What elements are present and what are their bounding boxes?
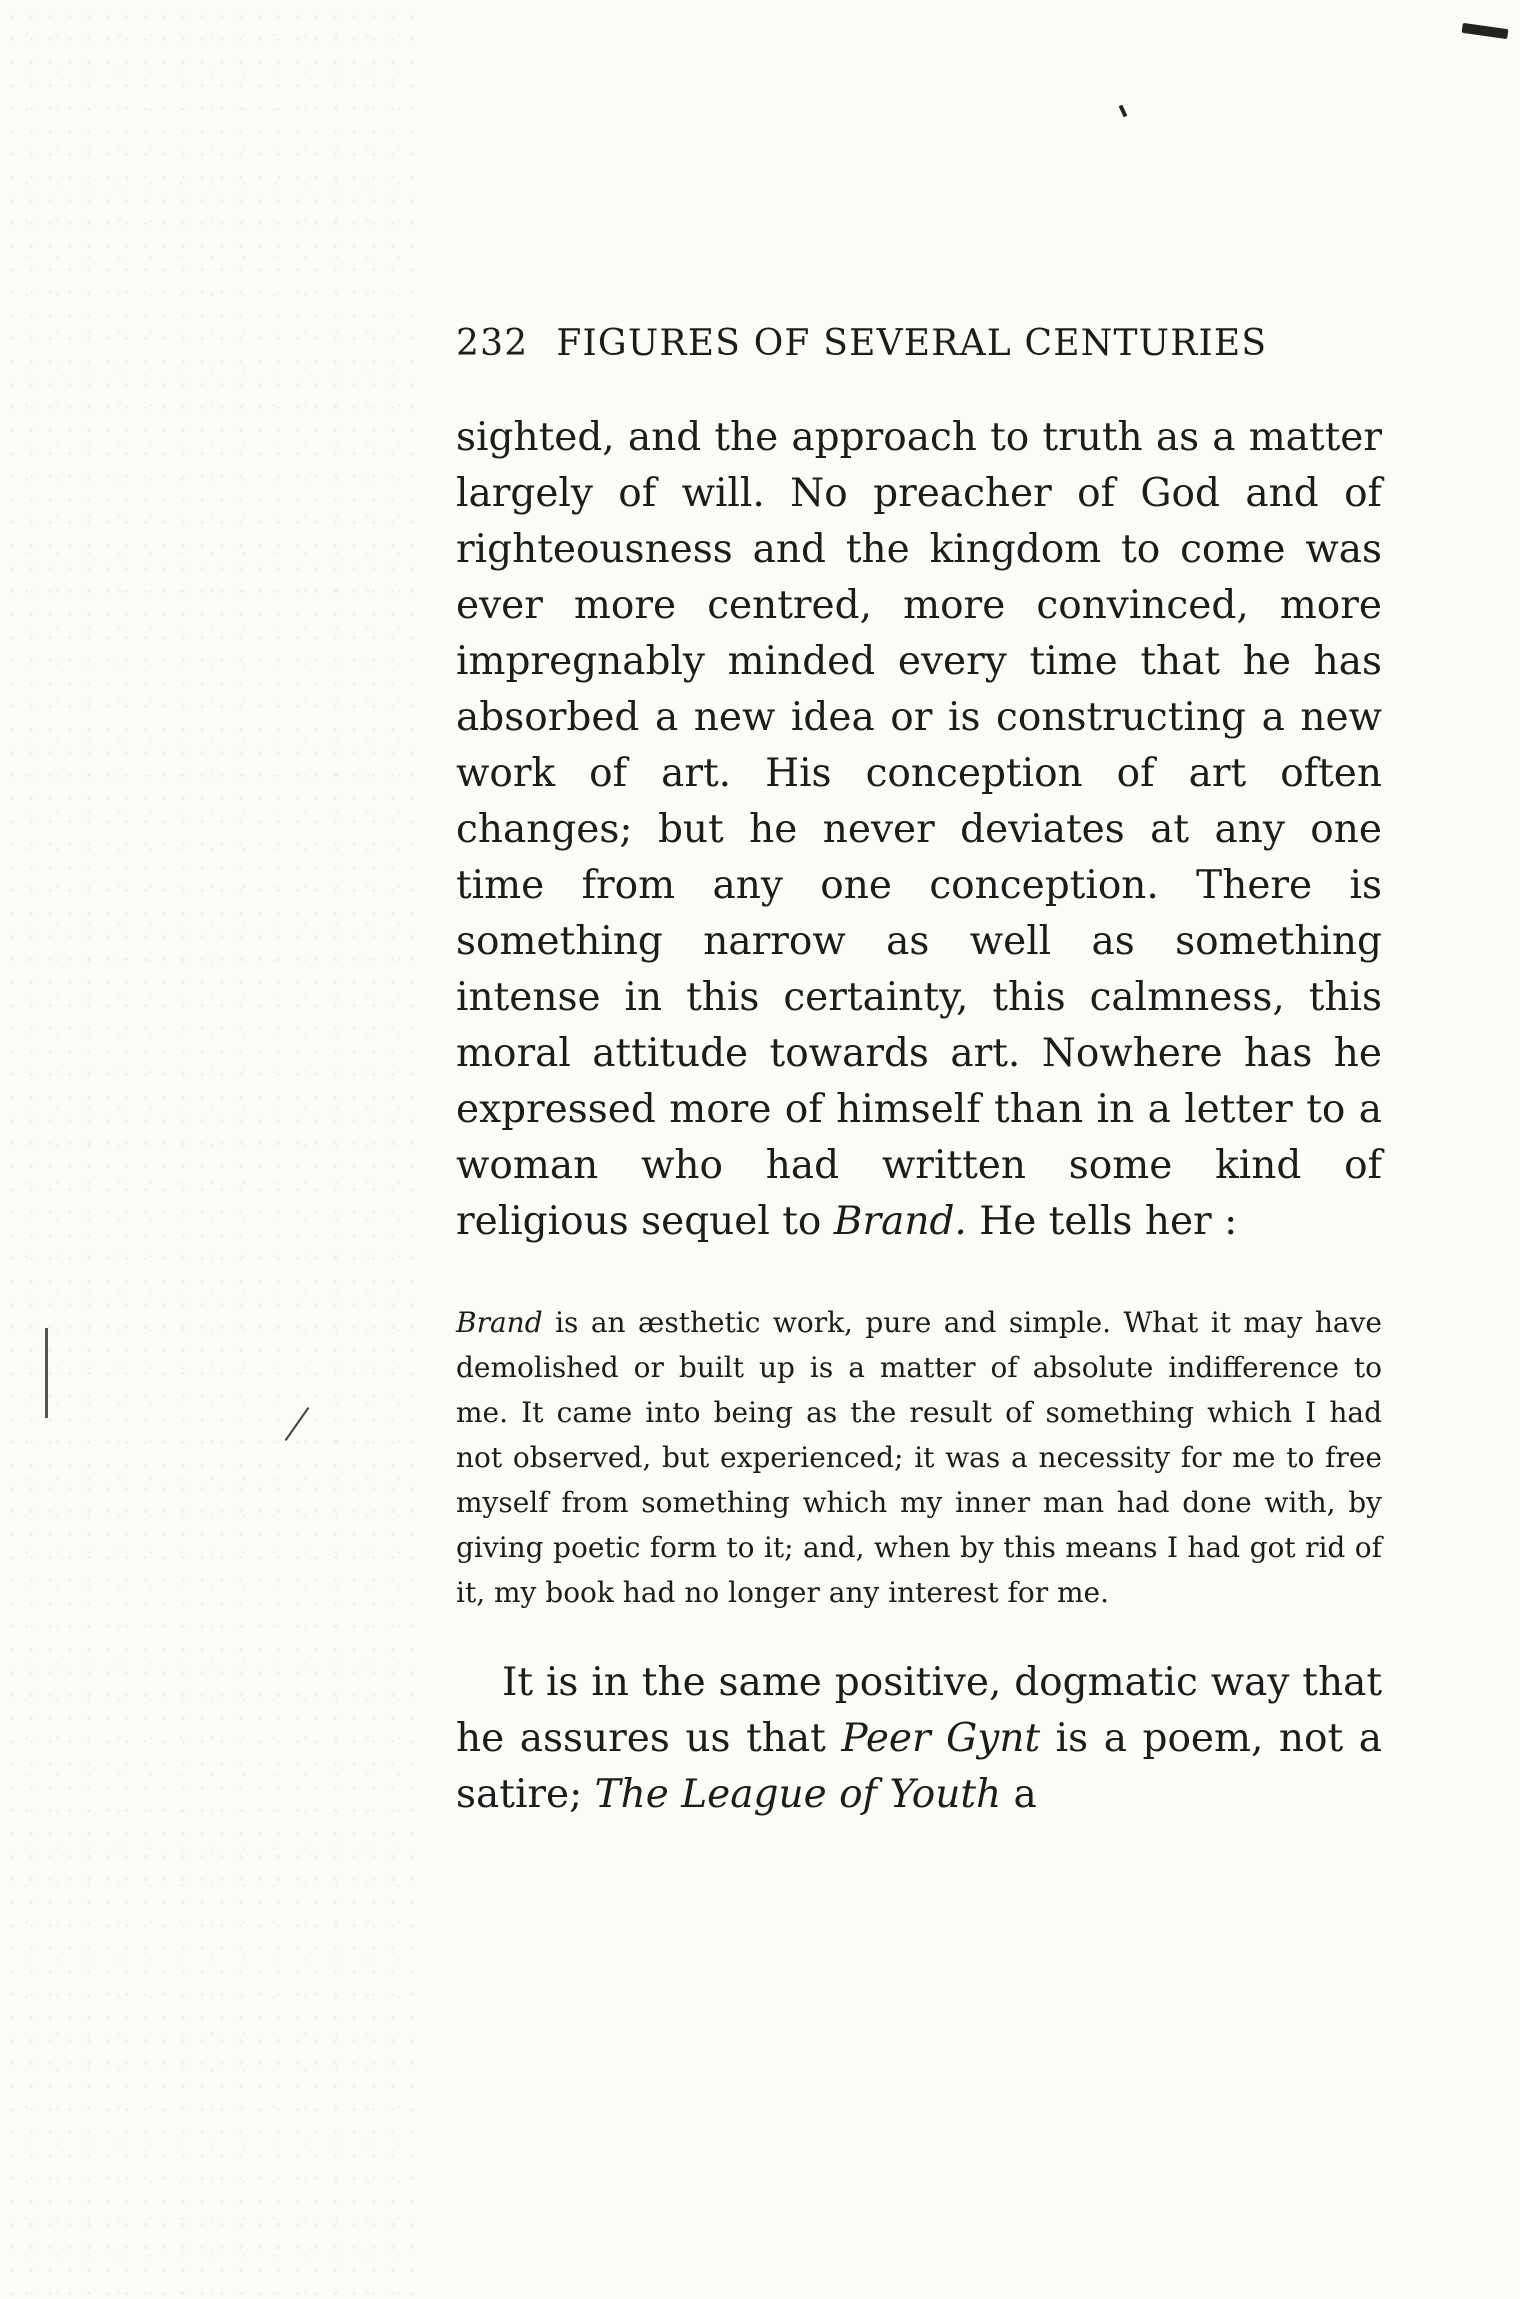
block-quote bbox=[456, 1300, 1382, 1615]
quote-italic-title: Brand bbox=[456, 1306, 543, 1339]
paragraph-text-2: is a poem, not a satire; bbox=[456, 1716, 1382, 1817]
paragraph-text: sighted, and the approach to truth as a matter largely of will. No preacher of God and of righteousness and the kingdom to come was ever more centred, more convinced, more impregnably minded every time that he has absorbed a new idea or is constructing a new work of art. His conception of art often changes; but he never deviates at any one time from any one conception. There is something narrow as well as something intense in this certainty, this calmness, this moral attitude towards art. Nowhere has he expressed more of himself than in a letter to a woman who had written some kind of religious sequel to bbox=[456, 415, 1382, 1244]
paragraph-continued bbox=[456, 410, 1382, 1250]
paragraph-text-3: a bbox=[1001, 1772, 1037, 1817]
quote-text: is an æsthetic work, pure and simple. What it may have demolished or built up is a matter of absolute indifference to me. It came into being as the result of something which I had not observed, but experienced; it was a necessity for me to free myself from something which my inner man had done with, by giving poetic form to it; and, when by this means I had got rid of it, my book had no longer any interest for me. bbox=[456, 1306, 1382, 1609]
running-title: FIGURES OF SEVERAL CENTURIES bbox=[556, 323, 1268, 364]
scan-artifact-mark bbox=[1462, 23, 1509, 39]
page-number: 232 bbox=[456, 323, 529, 364]
running-head bbox=[456, 320, 1382, 368]
scan-artifact-dot bbox=[1119, 105, 1128, 118]
scan-artifact-bar bbox=[45, 1328, 48, 1418]
paragraph-text-1: It is in the same positive, dogmatic way that he assures us that bbox=[456, 1660, 1382, 1761]
italic-title-league-of-youth: The League of Youth bbox=[594, 1772, 1002, 1817]
scan-noise bbox=[0, 0, 420, 2299]
italic-title-peer-gynt: Peer Gynt bbox=[841, 1716, 1041, 1761]
book-page bbox=[456, 320, 1382, 1823]
paragraph-new bbox=[456, 1655, 1382, 1823]
paragraph-text-end: He tells her : bbox=[966, 1199, 1238, 1244]
italic-title-brand: Brand. bbox=[833, 1199, 967, 1244]
